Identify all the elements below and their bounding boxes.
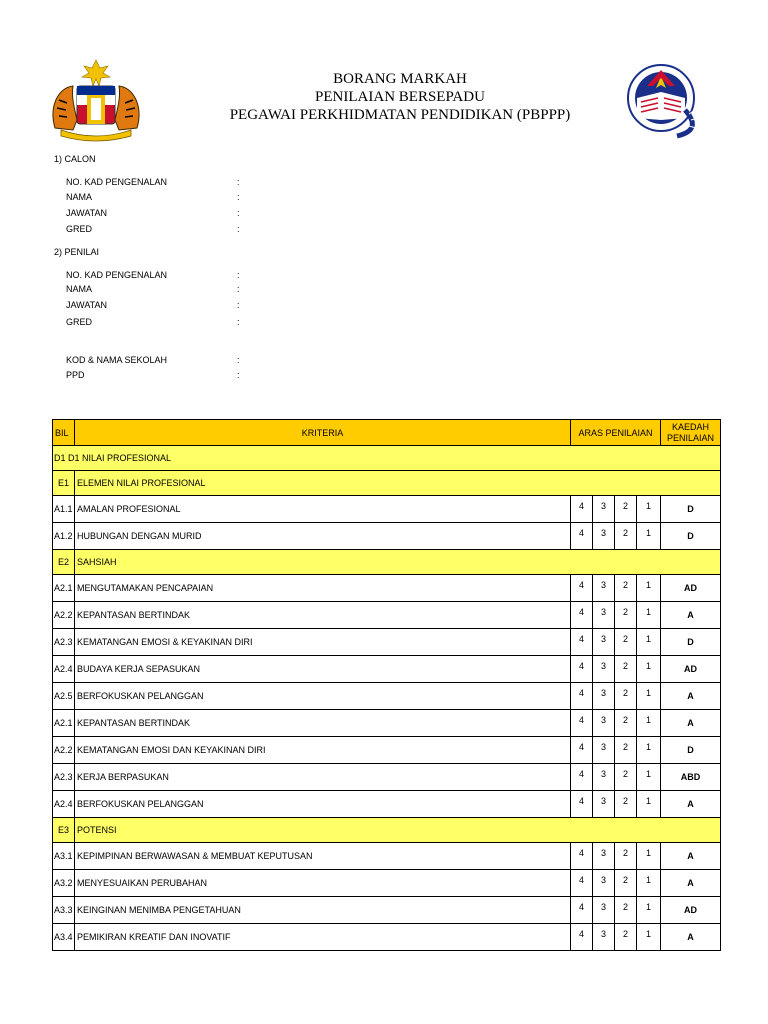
criteria-row — [53, 710, 721, 737]
criteria-row — [53, 656, 721, 683]
rating-level-3[interactable]: 3 — [593, 843, 615, 870]
criteria-code: A2.2 — [53, 602, 75, 629]
criteria-code: A2.4 — [53, 656, 75, 683]
kaedah-value: A — [661, 602, 721, 629]
calon-gred-label: GRED — [66, 224, 93, 234]
title-line-3: PEGAWAI PERKHIDMATAN PENDIDIKAN (PBPPP) — [229, 107, 571, 123]
kaedah-value: AD — [661, 656, 721, 683]
header-bil: BIL — [53, 420, 75, 446]
rating-level-4[interactable]: 4 — [571, 523, 593, 550]
penilai-gred-label: GRED — [66, 317, 93, 327]
rating-level-2[interactable]: 2 — [615, 523, 637, 550]
criteria-row — [53, 870, 721, 897]
kaedah-value: D — [661, 629, 721, 656]
rating-level-1[interactable]: 1 — [637, 791, 661, 818]
rating-level-4[interactable]: 4 — [571, 737, 593, 764]
criteria-code: A3.4 — [53, 924, 75, 951]
section-code: E3 — [53, 818, 75, 843]
criteria-text: BERFOKUSKAN PELANGGAN — [75, 683, 571, 710]
calon-heading: 1) CALON — [54, 154, 96, 164]
rating-level-2[interactable]: 2 — [615, 843, 637, 870]
criteria-row — [53, 924, 721, 951]
kaedah-value: A — [661, 710, 721, 737]
kaedah-value: A — [661, 843, 721, 870]
rating-level-4[interactable]: 4 — [571, 897, 593, 924]
kaedah-value: D — [661, 737, 721, 764]
rating-level-2[interactable]: 2 — [615, 737, 637, 764]
criteria-row — [53, 683, 721, 710]
criteria-code: A2.3 — [53, 764, 75, 791]
section-code: E1 — [53, 471, 75, 496]
section-title: POTENSI — [75, 818, 721, 843]
rating-level-4[interactable]: 4 — [571, 791, 593, 818]
rating-level-4[interactable]: 4 — [571, 656, 593, 683]
rating-level-1[interactable]: 1 — [637, 737, 661, 764]
penilai-ic-label: NO. KAD PENGENALAN — [66, 270, 168, 280]
rating-level-4[interactable]: 4 — [571, 496, 593, 523]
colon: : — [237, 270, 240, 280]
rating-level-3[interactable]: 3 — [593, 602, 615, 629]
criteria-text: AMALAN PROFESIONAL — [75, 496, 571, 523]
criteria-code: A2.1 — [53, 575, 75, 602]
rating-level-2[interactable]: 2 — [615, 897, 637, 924]
kaedah-value: D — [661, 496, 721, 523]
domain-row — [53, 446, 721, 471]
colon: : — [237, 177, 240, 187]
rating-level-4[interactable]: 4 — [571, 764, 593, 791]
criteria-row — [53, 523, 721, 550]
rating-level-4[interactable]: 4 — [571, 629, 593, 656]
rating-level-4[interactable]: 4 — [571, 843, 593, 870]
criteria-code: A3.2 — [53, 870, 75, 897]
rating-level-3[interactable]: 3 — [593, 924, 615, 951]
section-title: ELEMEN NILAI PROFESIONAL — [75, 471, 721, 496]
criteria-text: PEMIKIRAN KREATIF DAN INOVATIF — [75, 924, 571, 951]
rating-level-3[interactable]: 3 — [593, 791, 615, 818]
penilai-jawatan-label: JAWATAN — [66, 300, 107, 310]
criteria-code: A3.1 — [53, 843, 75, 870]
rating-level-4[interactable]: 4 — [571, 870, 593, 897]
criteria-code: A2.4 — [53, 791, 75, 818]
penilai-heading: 2) PENILAI — [54, 247, 100, 257]
colon: : — [237, 192, 240, 202]
rating-level-1[interactable]: 1 — [637, 602, 661, 629]
rating-level-3[interactable]: 3 — [593, 656, 615, 683]
criteria-row — [53, 843, 721, 870]
criteria-code: A2.1 — [53, 710, 75, 737]
criteria-row — [53, 764, 721, 791]
colon: : — [237, 355, 240, 365]
criteria-text: KEPANTASAN BERTINDAK — [75, 602, 571, 629]
rating-level-1[interactable]: 1 — [637, 870, 661, 897]
rating-level-1[interactable]: 1 — [637, 683, 661, 710]
rating-level-4[interactable]: 4 — [571, 924, 593, 951]
rating-level-1[interactable]: 1 — [637, 764, 661, 791]
section-code: E2 — [53, 550, 75, 575]
coat-of-arms-logo — [47, 58, 145, 142]
criteria-text: KEPIMPINAN BERWAWASAN & MEMBUAT KEPUTUSAN — [75, 843, 571, 870]
criteria-code: A3.3 — [53, 897, 75, 924]
kaedah-value: AD — [661, 575, 721, 602]
colon: : — [237, 224, 240, 234]
criteria-row — [53, 737, 721, 764]
rating-level-2[interactable]: 2 — [615, 575, 637, 602]
rating-level-3[interactable]: 3 — [593, 496, 615, 523]
criteria-row — [53, 602, 721, 629]
rating-level-1[interactable]: 1 — [637, 629, 661, 656]
rating-level-1[interactable]: 1 — [637, 897, 661, 924]
kaedah-value: AD — [661, 897, 721, 924]
header-kaedah-penilaian: KAEDAH PENILAIAN — [661, 420, 721, 446]
criteria-text: KEINGINAN MENIMBA PENGETAHUAN — [75, 897, 571, 924]
criteria-code: A1.1 — [53, 496, 75, 523]
criteria-code: A2.5 — [53, 683, 75, 710]
criteria-text: HUBUNGAN DENGAN MURID — [75, 523, 571, 550]
rating-level-3[interactable]: 3 — [593, 764, 615, 791]
criteria-text: BERFOKUSKAN PELANGGAN — [75, 791, 571, 818]
colon: : — [237, 284, 240, 294]
kaedah-value: D — [661, 523, 721, 550]
criteria-code: A2.2 — [53, 737, 75, 764]
section-title: SAHSIAH — [75, 550, 721, 575]
header-kriteria: KRITERIA — [75, 420, 571, 446]
criteria-row — [53, 897, 721, 924]
rating-level-3[interactable]: 3 — [593, 897, 615, 924]
criteria-text: KEMATANGAN EMOSI DAN KEYAKINAN DIRI — [75, 737, 571, 764]
rating-level-2[interactable]: 2 — [615, 710, 637, 737]
ppd-label: PPD — [66, 370, 85, 380]
rating-level-3[interactable]: 3 — [593, 870, 615, 897]
section-row — [53, 550, 721, 575]
rating-level-2[interactable]: 2 — [615, 629, 637, 656]
title-line-2: PENILAIAN BERSEPADU — [315, 89, 485, 105]
rating-level-3[interactable]: 3 — [593, 710, 615, 737]
rating-level-2[interactable]: 2 — [615, 683, 637, 710]
sekolah-label: KOD & NAMA SEKOLAH — [66, 355, 168, 365]
rating-level-2[interactable]: 2 — [615, 656, 637, 683]
penilai-nama-label: NAMA — [66, 284, 93, 294]
criteria-row — [53, 791, 721, 818]
colon: : — [237, 300, 240, 310]
colon: : — [237, 317, 240, 327]
criteria-text: KEPANTASAN BERTINDAK — [75, 710, 571, 737]
rating-level-3[interactable]: 3 — [593, 683, 615, 710]
rating-level-1[interactable]: 1 — [637, 843, 661, 870]
rating-level-1[interactable]: 1 — [637, 924, 661, 951]
colon: : — [237, 208, 240, 218]
table-header-row — [53, 420, 721, 446]
kaedah-value: A — [661, 870, 721, 897]
calon-nama-label: NAMA — [66, 192, 93, 202]
kaedah-value: A — [661, 924, 721, 951]
rating-level-1[interactable]: 1 — [637, 710, 661, 737]
rating-level-4[interactable]: 4 — [571, 683, 593, 710]
criteria-row — [53, 575, 721, 602]
rating-level-3[interactable]: 3 — [593, 575, 615, 602]
rating-level-1[interactable]: 1 — [637, 656, 661, 683]
criteria-text: BUDAYA KERJA SEPASUKAN — [75, 656, 571, 683]
rating-level-1[interactable]: 1 — [637, 496, 661, 523]
criteria-row — [53, 496, 721, 523]
criteria-code: A1.2 — [53, 523, 75, 550]
criteria-text: MENYESUAIKAN PERUBAHAN — [75, 870, 571, 897]
header-aras-penilaian: ARAS PENILAIAN — [571, 420, 661, 446]
rating-level-4[interactable]: 4 — [571, 575, 593, 602]
domain-label: D1 D1 NILAI PROFESIONAL — [53, 446, 721, 471]
rating-level-1[interactable]: 1 — [637, 575, 661, 602]
ministry-of-education-logo — [625, 62, 717, 142]
kaedah-value: A — [661, 791, 721, 818]
rating-level-2[interactable]: 2 — [615, 602, 637, 629]
section-row — [53, 471, 721, 496]
rating-level-2[interactable]: 2 — [615, 496, 637, 523]
kaedah-value: ABD — [661, 764, 721, 791]
rating-level-3[interactable]: 3 — [593, 737, 615, 764]
rating-level-2[interactable]: 2 — [615, 791, 637, 818]
rating-level-4[interactable]: 4 — [571, 602, 593, 629]
form-title — [210, 70, 590, 124]
kaedah-value: A — [661, 683, 721, 710]
calon-ic-label: NO. KAD PENGENALAN — [66, 177, 168, 187]
rating-level-1[interactable]: 1 — [637, 523, 661, 550]
assessment-table — [52, 419, 721, 951]
criteria-text: KEMATANGAN EMOSI & KEYAKINAN DIRI — [75, 629, 571, 656]
rating-level-2[interactable]: 2 — [615, 870, 637, 897]
rating-level-3[interactable]: 3 — [593, 629, 615, 656]
rating-level-4[interactable]: 4 — [571, 710, 593, 737]
title-line-1: BORANG MARKAH — [333, 71, 467, 87]
rating-level-3[interactable]: 3 — [593, 523, 615, 550]
calon-jawatan-label: JAWATAN — [66, 208, 107, 218]
criteria-code: A2.3 — [53, 629, 75, 656]
criteria-text: KERJA BERPASUKAN — [75, 764, 571, 791]
section-row — [53, 818, 721, 843]
rating-level-2[interactable]: 2 — [615, 924, 637, 951]
criteria-row — [53, 629, 721, 656]
criteria-text: MENGUTAMAKAN PENCAPAIAN — [75, 575, 571, 602]
colon: : — [237, 370, 240, 380]
rating-level-2[interactable]: 2 — [615, 764, 637, 791]
